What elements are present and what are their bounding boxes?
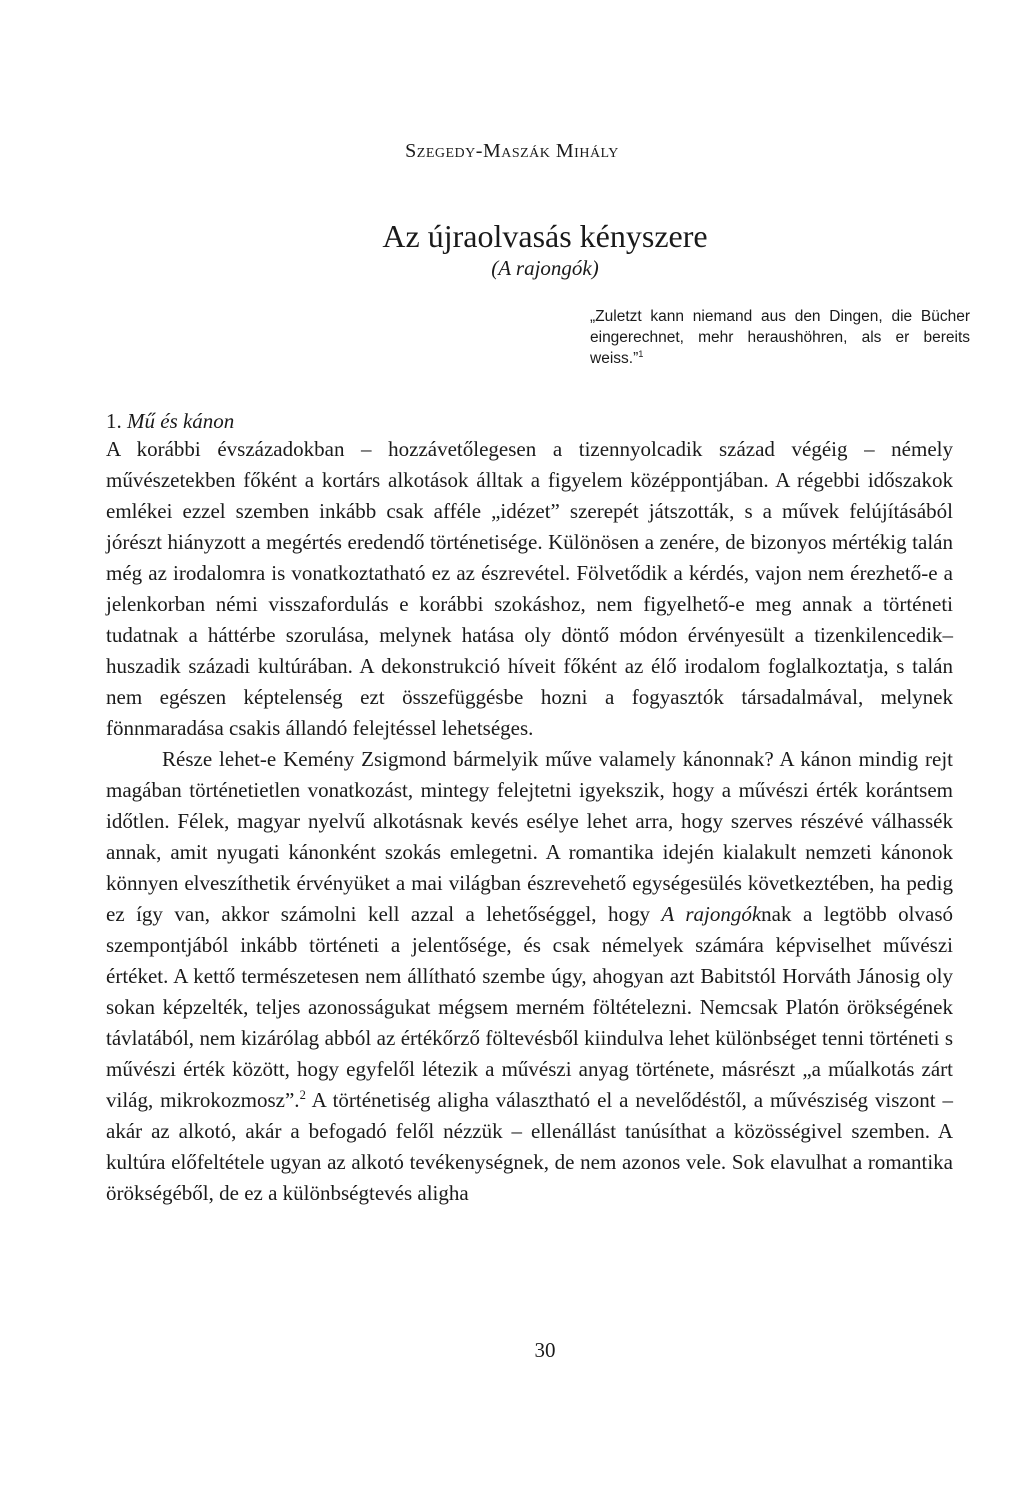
paragraph-2 xyxy=(106,744,953,1209)
body-text xyxy=(106,434,953,1209)
paragraph-1: A korábbi évszázadokban – hozzávetőlegesen a tizennyolcadik század végéig – némely művészetekben főként a kortárs alkotások álltak a figyelem középpontjában. A régebbi időszakok emlékei ezzel szemben inkább csak afféle „idézet” szerepét játszották, s a művek felújításából jórészt hiányzott a megértés eredendő történetisége. Különösen a zenére, de bizonyos mértékig talán még az irodalomra is vonatkoztatható ez az észrevétel. Fölvetődik a kérdés, vajon nem érezhető-e a jelenkorban némi visszafordulás e korábbi szokáshoz, nem figyelhető-e meg annak a történeti tudatnak a háttérbe szorulása, melynek hatása oly döntő módon érvényesült a tizenkilencedik–huszadik századi kultúrában. A dekonstrukció híveit főként az élő irodalom foglalkoztatja, s talán nem egészen képtelenség ezt összefüggésbe hozni a fogyasztók társadalmával, melynek fönnmaradása csakis állandó felejtéssel lehetséges. xyxy=(106,437,953,740)
article-subtitle: (A rajongók) xyxy=(491,256,599,280)
epigraph xyxy=(590,306,970,369)
paragraph-2-part-3: A történetiség aligha választható el a nevelődéstől, a művésziség viszont – akár az alkotó, akár a befogadó felől nézzük – ellenállást tanúsíthat a közösségivel szemben. A kultúra előfeltétele ugyan az alkotó tevékenységnek, de nem azonos vele. Sok elavulhat a romantika örökségéből, de ez a különbségtevés aligha xyxy=(106,1088,953,1205)
footnote-ref-2: 2 xyxy=(299,1088,306,1102)
italic-work-title: A rajongók xyxy=(661,902,762,926)
page-number: 30 xyxy=(534,1338,556,1362)
footnote-ref-1: 1 xyxy=(638,348,644,359)
section-title: Mű és kánon xyxy=(127,409,235,433)
section-number: 1. xyxy=(106,409,122,433)
paragraph-2-part-1: Része lehet-e Kemény Zsigmond bármelyik műve valamely kánonnak? A kánon mindig rejt magában történetietlen vonatkozást, mintegy felejtetni igyekszik, hogy a művészi érték korántsem időtlen. Félek, magyar nyelvű alkotásnak kevés esélye lehet arra, hogy szerves részévé válhassék annak, amit nyugati kánonként szokás emlegetni. A romantika idején kialakult nemzeti kánonok könnyen elveszíthetik érvényüket a mai világban észrevehető egységesülés következtében, ha pedig ez így van, akkor számolni kell azzal a lehetőséggel, hogy xyxy=(106,747,953,926)
article-title: Az újraolvasás kényszere xyxy=(382,218,708,254)
section-heading xyxy=(106,409,234,434)
paragraph-2-part-2: nak a legtöbb olvasó szempontjából inkább történeti a jelentősége, és csak némelyek számára képviselhet művészi értéket. A kettő természetesen nem állítható szembe úgy, ahogyan azt Babitstól Horváth Jánosig oly sokan képzelték, teljes azonosságukat mégsem merném föltételezni. Nemcsak Platón örökségének távlatából, nem kizárólag abból az értékőrző föltevésből kiindulva lehet különbséget tenni történeti s művészi érték között, hogy egyfelől létezik a művészi anyag története, másrészt „a műalkotás zárt világ, mikrokozmosz”. xyxy=(106,902,954,1112)
epigraph-text: „Zuletzt kann niemand aus den Dingen, die Bücher eingerechnet, mehr heraushöhren, als er bereits weiss.” xyxy=(590,308,970,367)
author-name: Szegedy-Maszák Mihály xyxy=(405,140,619,162)
